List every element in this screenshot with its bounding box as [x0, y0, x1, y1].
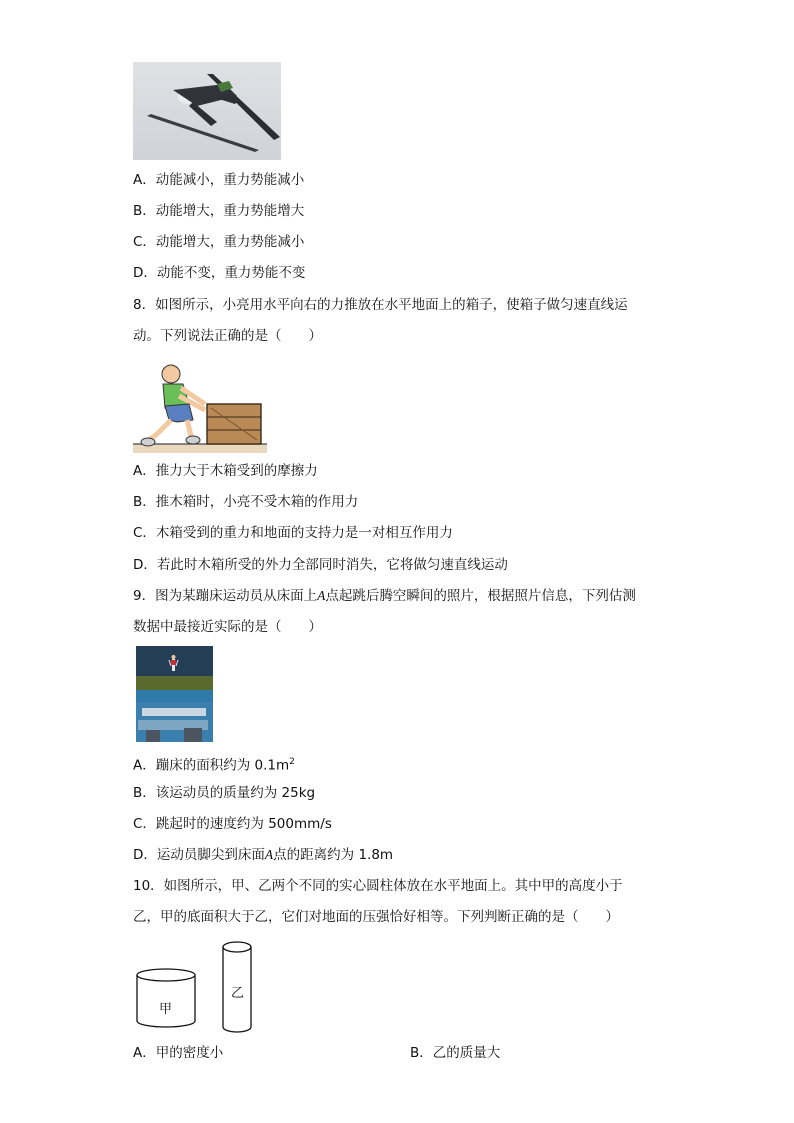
- cylinders-diagram: [134, 938, 256, 1034]
- q9-stem-line2: 数据中最接近实际的是（ ）: [133, 619, 322, 635]
- q8-stem-line2: 动。下列说法正确的是（ ）: [133, 328, 322, 344]
- cylinder-jia-label: 甲: [159, 1002, 173, 1017]
- q8-stem-line1: 8．如图所示，小亮用水平向右的力推放在水平地面上的箱子，使箱子做匀速直线运: [133, 297, 628, 313]
- q10-stem-line1: 10．如图所示，甲、乙两个不同的实心圆柱体放在水平地面上。其中甲的高度小于: [133, 878, 623, 894]
- q9-stem-line1: 9．图为某蹦床运动员从床面上A点起跳后腾空瞬间的照片，根据照片信息，下列估测: [133, 588, 636, 604]
- point-a-var: A: [317, 588, 326, 603]
- q7-option-c: C．动能增大，重力势能减小: [133, 234, 305, 250]
- trampoline-photo: [136, 646, 213, 742]
- cylinder-yi-label: 乙: [231, 986, 245, 1001]
- q8-option-c: C．木箱受到的重力和地面的支持力是一对相互作用力: [133, 525, 453, 541]
- q8-option-d: D．若此时木箱所受的外力全部同时消失，它将做匀速直线运动: [133, 557, 508, 573]
- q10-option-a: A．甲的密度小: [133, 1045, 224, 1061]
- ski-jumper-image: [133, 62, 281, 160]
- q7-option-a: A．动能减小，重力势能减小: [133, 172, 305, 188]
- q8-option-b: B．推木箱时，小亮不受木箱的作用力: [133, 494, 359, 510]
- q9-option-b: B．该运动员的质量约为 25kg: [133, 785, 316, 801]
- boy-pushing-box-image: [133, 360, 267, 453]
- q7-option-b: B．动能增大，重力势能增大: [133, 203, 305, 219]
- q10-stem-line2: 乙，甲的底面积大于乙，它们对地面的压强恰好相等。下列判断正确的是（ ）: [133, 909, 619, 925]
- q9-option-c: C．跳起时的速度约为 500mm/s: [133, 816, 332, 832]
- q9-option-a: A．蹦床的面积约为 $0.1m^2$: [133, 757, 295, 774]
- q10-option-b: B．乙的质量大: [410, 1045, 501, 1061]
- q7-option-d: D．动能不变，重力势能不变: [133, 265, 306, 281]
- q9-option-d: D．运动员脚尖到床面A点的距离约为 1.8m: [133, 847, 394, 863]
- q8-option-a: A．推力大于木箱受到的摩擦力: [133, 463, 318, 479]
